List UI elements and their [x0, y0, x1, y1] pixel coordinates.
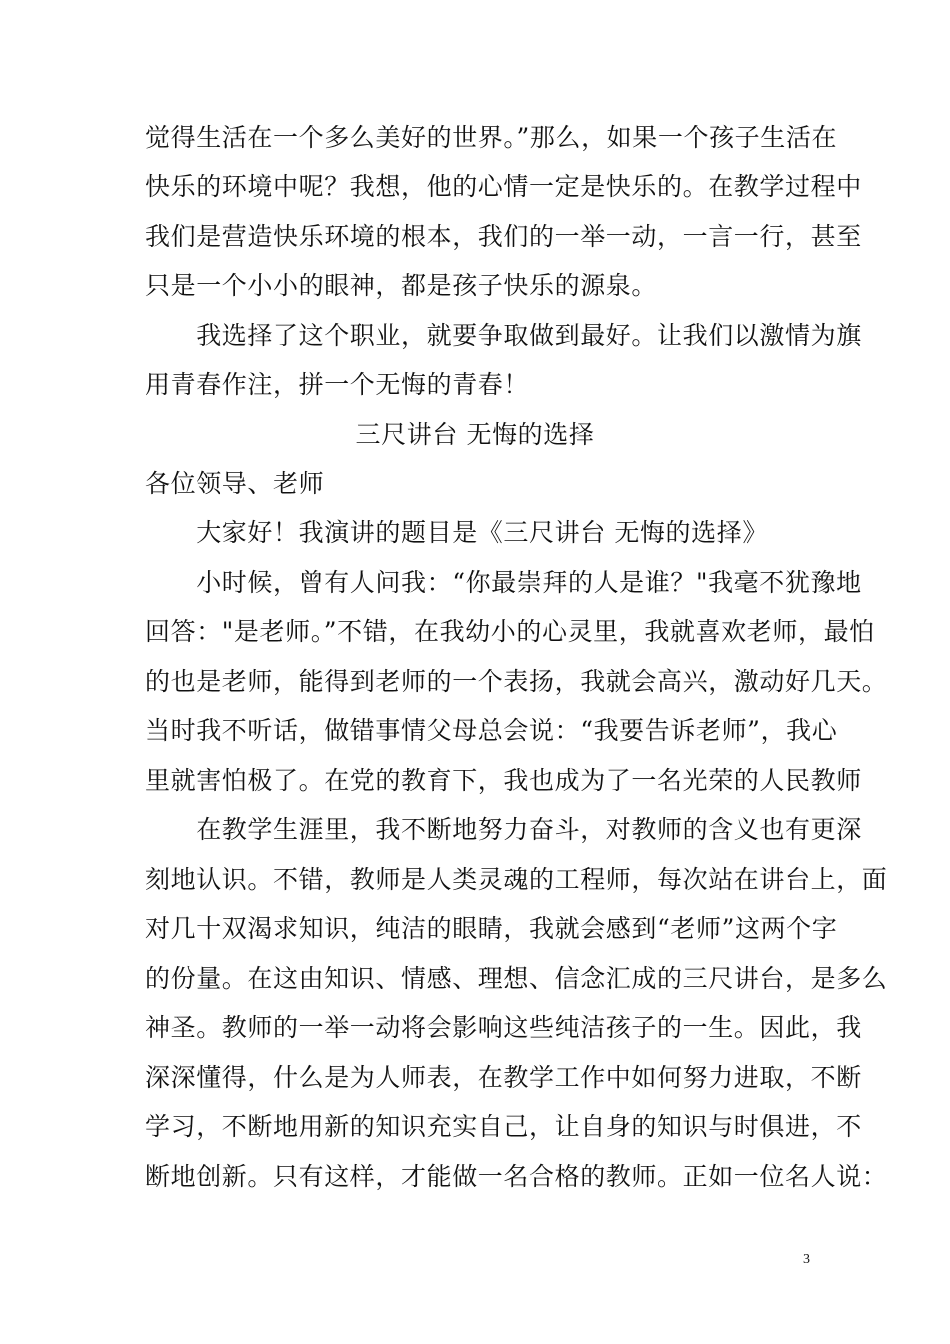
text-line: 对几十双渴求知识，纯洁的眼睛，我就会感到“老师”这两个字	[145, 914, 838, 943]
text-line: 神圣。教师的一举一动将会影响这些纯洁孩子的一生。因此，我	[145, 1013, 862, 1042]
salutation: 各位领导、老师	[145, 469, 325, 498]
text-line: 大家好！我演讲的题目是《三尺讲台 无悔的选择》	[145, 518, 768, 547]
text-line: 学习，不断地用新的知识充实自己，让自身的知识与时俱进，不	[145, 1112, 862, 1141]
text-line: 在教学生涯里，我不断地努力奋斗，对教师的含义也有更深	[145, 815, 862, 844]
text-line: 我选择了这个职业，就要争取做到最好。让我们以激情为旗	[145, 321, 862, 350]
text-line: 我们是营造快乐环境的根本，我们的一举一动，一言一行，甚至	[145, 222, 862, 251]
text-line: 小时候，曾有人问我：“你最崇拜的人是谁？"我毫不犹豫地	[145, 568, 862, 597]
text-line: 断地创新。只有这样，才能做一名合格的教师。正如一位名人说：	[145, 1162, 888, 1191]
text-line: 当时我不听话，做错事情父母总会说：“我要告诉老师”，我心	[145, 716, 838, 745]
text-line: 用青春作注，拼一个无悔的青春！	[145, 370, 530, 399]
text-line: 的份量。在这由知识、情感、理想、信念汇成的三尺讲台，是多么	[145, 964, 888, 993]
text-line: 觉得生活在一个多么美好的世界。”那么，如果一个孩子生活在	[145, 123, 838, 152]
text-line: 快乐的环境中呢？我想，他的心情一定是快乐的。在教学过程中	[145, 172, 862, 201]
section-title: 三尺讲台 无悔的选择	[355, 420, 595, 449]
text-line: 回答："是老师。”不错，在我幼小的心灵里，我就喜欢老师，最怕	[145, 617, 875, 646]
text-line: 刻地认识。不错，教师是人类灵魂的工程师，每次站在讲台上，面	[145, 865, 888, 894]
page-number: 3	[803, 1252, 810, 1267]
text-line: 深深懂得，什么是为人师表，在教学工作中如何努力进取，不断	[145, 1063, 862, 1092]
text-line: 的也是老师，能得到老师的一个表扬，我就会高兴，激动好几天。	[145, 667, 888, 696]
text-line: 只是一个小小的眼神，都是孩子快乐的源泉。	[145, 271, 658, 300]
text-line: 里就害怕极了。在党的教育下，我也成为了一名光荣的人民教师	[145, 766, 862, 795]
